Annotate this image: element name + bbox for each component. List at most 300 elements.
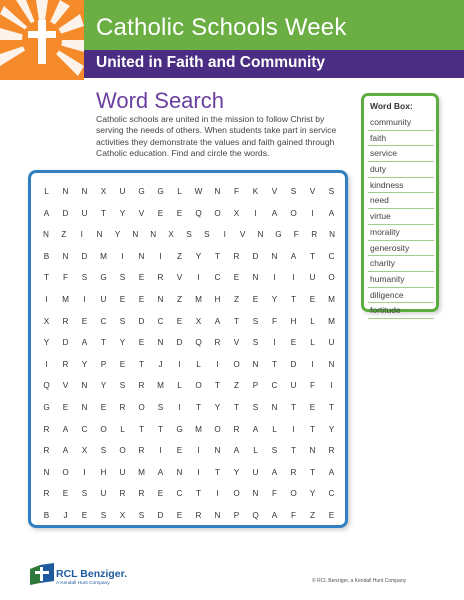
- grid-letter[interactable]: A: [157, 467, 164, 477]
- grid-letter[interactable]: X: [43, 316, 50, 326]
- grid-letter[interactable]: C: [81, 424, 88, 434]
- grid-letter[interactable]: R: [233, 251, 240, 261]
- grid-letter[interactable]: F: [233, 187, 239, 196]
- grid-letter[interactable]: T: [290, 403, 296, 412]
- grid-row: [37, 381, 341, 403]
- grid-letter[interactable]: I: [80, 230, 83, 240]
- word-box: [361, 93, 439, 316]
- grid-letter[interactable]: N: [252, 273, 259, 283]
- grid-letter[interactable]: T: [214, 467, 220, 477]
- grid-letter[interactable]: Y: [119, 338, 126, 348]
- grid-letter[interactable]: G: [100, 273, 107, 283]
- grid-letter[interactable]: N: [176, 467, 183, 477]
- grid-letter[interactable]: B: [43, 251, 50, 261]
- word-item: humanity: [368, 272, 434, 288]
- grid-letter[interactable]: U: [119, 467, 126, 477]
- grid-letter[interactable]: A: [271, 467, 278, 477]
- grid-row: [37, 230, 341, 252]
- grid-letter[interactable]: N: [328, 359, 335, 369]
- grid-letter[interactable]: M: [328, 316, 335, 326]
- grid-letter[interactable]: S: [290, 187, 297, 196]
- grid-row: [37, 273, 341, 295]
- grid-letter[interactable]: I: [292, 273, 295, 283]
- grid-letter[interactable]: Z: [176, 251, 182, 261]
- grid-letter[interactable]: N: [62, 187, 69, 196]
- grid-letter[interactable]: N: [96, 230, 103, 240]
- grid-row: [37, 425, 341, 447]
- grid-letter[interactable]: G: [275, 230, 282, 240]
- word-item: diligence: [368, 288, 434, 304]
- grid-letter[interactable]: O: [290, 208, 297, 218]
- grid-letter[interactable]: R: [195, 511, 202, 520]
- grid-letter[interactable]: S: [119, 316, 126, 326]
- grid-letter[interactable]: U: [100, 295, 107, 304]
- grid-letter[interactable]: L: [310, 316, 315, 326]
- grid-letter[interactable]: N: [309, 446, 316, 456]
- grid-letter[interactable]: Q: [195, 338, 202, 348]
- grid-letter[interactable]: F: [62, 273, 68, 283]
- grid-letter[interactable]: I: [216, 489, 219, 499]
- word-item: faith: [368, 131, 434, 147]
- grid-row: [37, 317, 341, 339]
- grid-letter[interactable]: I: [197, 273, 200, 283]
- grid-letter[interactable]: R: [138, 446, 145, 456]
- grid-letter[interactable]: R: [311, 230, 318, 240]
- grid-letter[interactable]: C: [214, 273, 221, 283]
- grid-letter[interactable]: M: [328, 295, 335, 304]
- grid-letter[interactable]: E: [62, 489, 69, 499]
- grid-letter[interactable]: S: [119, 273, 126, 283]
- footer-copyright: © RCL Benziger, a Kendall Hunt Company: [312, 578, 407, 584]
- grid-letter[interactable]: G: [157, 187, 164, 196]
- grid-letter[interactable]: I: [311, 208, 314, 218]
- grid-letter[interactable]: J: [63, 511, 68, 520]
- grid-letter[interactable]: O: [62, 467, 69, 477]
- grid-letter[interactable]: T: [100, 208, 106, 218]
- grid-letter[interactable]: U: [328, 338, 335, 348]
- grid-letter[interactable]: O: [214, 208, 221, 218]
- grid-letter[interactable]: L: [44, 187, 49, 196]
- grid-letter[interactable]: N: [257, 230, 264, 240]
- grid-letter[interactable]: T: [290, 446, 296, 456]
- grid-letter[interactable]: M: [195, 295, 202, 304]
- grid-letter[interactable]: N: [214, 187, 221, 196]
- grid-letter[interactable]: I: [159, 251, 162, 261]
- header-subtitle: United in Faith and Community: [96, 54, 326, 71]
- grid-letter[interactable]: I: [45, 359, 48, 369]
- grid-letter[interactable]: Y: [214, 403, 221, 412]
- grid-letter[interactable]: A: [43, 208, 50, 218]
- grid-letter[interactable]: J: [158, 359, 163, 369]
- grid-letter[interactable]: S: [81, 489, 88, 499]
- grid-row: [37, 468, 341, 490]
- grid-letter[interactable]: Q: [252, 511, 259, 520]
- worksheet-title: Word Search: [96, 88, 224, 113]
- grid-letter[interactable]: I: [273, 338, 276, 348]
- grid-letter[interactable]: X: [233, 208, 240, 218]
- grid-letter[interactable]: Y: [81, 359, 88, 369]
- worksheet-instructions: Catholic schools are united in the mission to follow Christ by serving the needs of others. When students take part in service activities they demonstrate the values and faith gained through Catholic education. Find and circle the words.: [96, 114, 337, 159]
- grid-letter[interactable]: I: [121, 251, 124, 261]
- grid-letter[interactable]: P: [252, 381, 259, 391]
- grid-letter[interactable]: F: [290, 511, 296, 520]
- grid-letter[interactable]: O: [119, 446, 126, 456]
- footer-tagline: A Kendall Hunt Company: [56, 581, 110, 586]
- grid-letter[interactable]: D: [176, 338, 183, 348]
- grid-letter[interactable]: Z: [233, 295, 239, 304]
- grid-letter[interactable]: Y: [100, 381, 107, 391]
- grid-letter[interactable]: X: [119, 511, 126, 520]
- grid-letter[interactable]: S: [252, 316, 259, 326]
- grid-letter[interactable]: O: [138, 403, 145, 412]
- grid-letter[interactable]: N: [252, 489, 259, 499]
- grid-letter[interactable]: I: [159, 446, 162, 456]
- grid-row: [37, 360, 341, 382]
- grid-letter[interactable]: N: [214, 511, 221, 520]
- grid-letter[interactable]: E: [81, 511, 88, 520]
- grid-letter[interactable]: S: [138, 511, 145, 520]
- grid-letter[interactable]: T: [290, 295, 296, 304]
- grid-letter[interactable]: R: [328, 446, 335, 456]
- header-title: Catholic Schools Week: [96, 14, 347, 41]
- grid-letter[interactable]: I: [254, 208, 257, 218]
- grid-letter[interactable]: M: [138, 467, 145, 477]
- grid-letter[interactable]: E: [62, 403, 69, 412]
- grid-letter[interactable]: N: [43, 467, 50, 477]
- grid-row: [37, 338, 341, 360]
- grid-letter[interactable]: O: [195, 381, 202, 391]
- word-box-title: Word Box:: [370, 101, 413, 111]
- rcl-benziger-logo-icon: [30, 563, 54, 590]
- grid-letter[interactable]: V: [233, 338, 240, 348]
- grid-letter[interactable]: X: [195, 316, 202, 326]
- grid-letter[interactable]: A: [62, 446, 69, 456]
- grid-letter[interactable]: S: [157, 403, 164, 412]
- grid-letter[interactable]: E: [119, 359, 126, 369]
- grid-letter[interactable]: E: [119, 295, 126, 304]
- grid-letter[interactable]: I: [292, 424, 295, 434]
- grid-letter[interactable]: U: [252, 467, 259, 477]
- grid-letter[interactable]: F: [293, 230, 299, 240]
- cross-sunburst-logo: [0, 0, 84, 80]
- grid-row: [37, 511, 341, 533]
- grid-letter[interactable]: D: [157, 511, 164, 520]
- grid-letter[interactable]: D: [62, 338, 69, 348]
- grid-letter[interactable]: N: [138, 251, 145, 261]
- grid-letter[interactable]: X: [81, 446, 88, 456]
- grid-letter[interactable]: Y: [119, 208, 126, 218]
- grid-letter[interactable]: E: [290, 338, 297, 348]
- grid-letter[interactable]: R: [214, 338, 221, 348]
- grid-letter[interactable]: X: [100, 187, 107, 196]
- grid-letter[interactable]: R: [233, 424, 240, 434]
- grid-row: [37, 489, 341, 511]
- grid-letter[interactable]: R: [119, 489, 126, 499]
- grid-letter[interactable]: N: [252, 359, 259, 369]
- grid-letter[interactable]: I: [178, 359, 181, 369]
- grid-letter[interactable]: S: [81, 273, 88, 283]
- grid-letter[interactable]: N: [81, 381, 88, 391]
- grid-letter[interactable]: L: [253, 446, 258, 456]
- grid-letter[interactable]: S: [100, 446, 107, 456]
- grid-letter[interactable]: Z: [61, 230, 67, 240]
- grid-letter[interactable]: C: [176, 489, 183, 499]
- grid-letter[interactable]: S: [119, 381, 126, 391]
- grid-letter[interactable]: I: [197, 446, 200, 456]
- grid-letter[interactable]: N: [62, 251, 69, 261]
- grid-letter[interactable]: D: [138, 316, 145, 326]
- grid-letter[interactable]: U: [100, 489, 107, 499]
- grid-letter[interactable]: I: [83, 295, 86, 304]
- grid-letter[interactable]: O: [214, 424, 221, 434]
- grid-letter[interactable]: G: [138, 187, 145, 196]
- grid-row: [37, 403, 341, 425]
- grid-letter[interactable]: A: [62, 424, 69, 434]
- grid-letter[interactable]: M: [195, 424, 202, 434]
- grid-letter[interactable]: C: [328, 251, 335, 261]
- grid-letter[interactable]: C: [157, 316, 164, 326]
- grid-letter[interactable]: H: [290, 316, 297, 326]
- grid-letter[interactable]: T: [328, 403, 334, 412]
- grid-letter[interactable]: T: [233, 403, 239, 412]
- grid-letter[interactable]: Z: [233, 381, 239, 391]
- grid-letter[interactable]: E: [176, 208, 183, 218]
- grid-letter[interactable]: Q: [195, 208, 202, 218]
- grid-letter[interactable]: R: [43, 489, 50, 499]
- grid-letter[interactable]: V: [309, 187, 316, 196]
- grid-letter[interactable]: L: [177, 381, 182, 391]
- grid-letter[interactable]: D: [290, 359, 297, 369]
- grid-letter[interactable]: A: [214, 316, 221, 326]
- grid-letter[interactable]: P: [100, 359, 107, 369]
- grid-letter[interactable]: S: [186, 230, 192, 240]
- grid-letter[interactable]: T: [214, 381, 220, 391]
- grid-letter[interactable]: L: [120, 424, 125, 434]
- grid-letter[interactable]: R: [138, 489, 145, 499]
- grid-letter[interactable]: D: [252, 251, 259, 261]
- grid-letter[interactable]: R: [157, 273, 164, 283]
- grid-letter[interactable]: S: [204, 230, 210, 240]
- grid-letter[interactable]: E: [309, 403, 316, 412]
- grid-letter[interactable]: T: [271, 359, 277, 369]
- grid-letter[interactable]: N: [214, 446, 221, 456]
- grid-letter[interactable]: Z: [176, 295, 182, 304]
- grid-letter[interactable]: A: [328, 467, 335, 477]
- grid-letter[interactable]: I: [83, 467, 86, 477]
- grid-letter[interactable]: B: [43, 511, 50, 520]
- grid-letter[interactable]: R: [138, 381, 145, 391]
- grid-letter[interactable]: E: [100, 403, 107, 412]
- grid-letter[interactable]: O: [100, 424, 107, 434]
- grid-letter[interactable]: Y: [309, 489, 316, 499]
- grid-letter[interactable]: T: [157, 424, 163, 434]
- grid-letter[interactable]: E: [138, 338, 145, 348]
- grid-row: [37, 295, 341, 317]
- grid-letter[interactable]: M: [157, 381, 164, 391]
- word-item: generosity: [368, 241, 434, 257]
- grid-letter[interactable]: T: [214, 251, 220, 261]
- grid-letter[interactable]: A: [290, 251, 297, 261]
- grid-row: [37, 187, 341, 209]
- grid-letter[interactable]: N: [271, 403, 278, 412]
- grid-letter[interactable]: E: [81, 316, 88, 326]
- grid-letter[interactable]: U: [290, 381, 297, 391]
- grid-letter[interactable]: S: [252, 338, 259, 348]
- grid-letter[interactable]: P: [233, 511, 240, 520]
- grid-letter[interactable]: Y: [43, 338, 50, 348]
- grid-row: [37, 252, 341, 274]
- grid-letter[interactable]: Q: [43, 381, 50, 391]
- grid-letter[interactable]: N: [132, 230, 139, 240]
- grid-letter[interactable]: V: [138, 208, 145, 218]
- grid-letter[interactable]: S: [271, 446, 278, 456]
- grid-letter[interactable]: N: [329, 230, 335, 240]
- grid-letter[interactable]: E: [252, 295, 259, 304]
- grid-letter[interactable]: I: [197, 467, 200, 477]
- grid-letter[interactable]: T: [195, 489, 201, 499]
- grid-letter[interactable]: S: [328, 187, 335, 196]
- grid-letter[interactable]: E: [157, 208, 164, 218]
- grid-letter[interactable]: X: [168, 230, 174, 240]
- grid-letter[interactable]: E: [328, 511, 335, 520]
- grid-letter[interactable]: E: [138, 295, 145, 304]
- grid-letter[interactable]: R: [43, 424, 50, 434]
- grid-letter[interactable]: I: [330, 381, 333, 391]
- grid-letter[interactable]: D: [62, 208, 69, 218]
- word-item: fortitude: [368, 303, 434, 319]
- grid-letter[interactable]: F: [271, 316, 277, 326]
- grid-letter[interactable]: A: [271, 511, 278, 520]
- grid-letter[interactable]: H: [100, 467, 107, 477]
- word-item: service: [368, 146, 434, 162]
- word-item: duty: [368, 162, 434, 178]
- grid-letter[interactable]: T: [309, 424, 315, 434]
- word-item: morality: [368, 225, 434, 241]
- grid-letter[interactable]: N: [81, 187, 88, 196]
- grid-letter[interactable]: O: [290, 489, 297, 499]
- grid-letter[interactable]: D: [81, 251, 88, 261]
- grid-letter[interactable]: R: [62, 316, 69, 326]
- grid-letter[interactable]: V: [271, 187, 278, 196]
- grid-letter[interactable]: S: [252, 403, 259, 412]
- grid-letter[interactable]: Y: [233, 467, 240, 477]
- grid-letter[interactable]: Z: [309, 511, 315, 520]
- grid-letter[interactable]: O: [233, 489, 240, 499]
- grid-letter[interactable]: C: [271, 381, 278, 391]
- grid-letter[interactable]: Y: [114, 230, 121, 240]
- grid-letter[interactable]: C: [328, 489, 335, 499]
- grid-letter[interactable]: W: [194, 187, 203, 196]
- grid-letter[interactable]: I: [223, 230, 226, 240]
- grid-letter[interactable]: A: [252, 424, 259, 434]
- grid-letter[interactable]: N: [271, 251, 278, 261]
- word-item: need: [368, 193, 434, 209]
- grid-letter[interactable]: R: [43, 446, 50, 456]
- grid-letter[interactable]: O: [233, 359, 240, 369]
- grid-letter[interactable]: U: [81, 208, 88, 218]
- grid-row: [37, 209, 341, 231]
- grid-letter[interactable]: E: [176, 316, 183, 326]
- grid-letter[interactable]: T: [309, 467, 315, 477]
- word-list: [368, 115, 434, 319]
- grid-row: [37, 446, 341, 468]
- grid-letter[interactable]: O: [328, 273, 335, 283]
- grid-letter[interactable]: N: [150, 230, 157, 240]
- grid-letter[interactable]: T: [138, 424, 144, 434]
- grid-letter[interactable]: I: [216, 359, 219, 369]
- grid-letter[interactable]: A: [233, 446, 240, 456]
- grid-letter[interactable]: E: [176, 511, 183, 520]
- grid-letter[interactable]: C: [100, 316, 107, 326]
- grid-letter[interactable]: A: [81, 338, 88, 348]
- grid-letter[interactable]: R: [290, 467, 297, 477]
- grid-letter[interactable]: H: [214, 295, 221, 304]
- grid-letter[interactable]: I: [273, 273, 276, 283]
- grid-letter[interactable]: T: [233, 316, 239, 326]
- grid-letter[interactable]: N: [157, 338, 164, 348]
- grid-letter[interactable]: V: [62, 381, 69, 391]
- grid-letter[interactable]: L: [196, 359, 201, 369]
- grid-letter[interactable]: K: [252, 187, 259, 196]
- grid-letter[interactable]: G: [43, 403, 50, 412]
- grid-letter[interactable]: L: [272, 424, 277, 434]
- grid-letter[interactable]: R: [119, 403, 126, 412]
- grid-letter[interactable]: S: [100, 511, 107, 520]
- cross-icon: [0, 0, 84, 80]
- grid-letter[interactable]: Y: [195, 251, 202, 261]
- grid-letter[interactable]: E: [233, 273, 240, 283]
- grid-letter[interactable]: E: [157, 489, 164, 499]
- grid-letter[interactable]: A: [271, 208, 278, 218]
- grid-letter[interactable]: T: [138, 359, 144, 369]
- grid-letter[interactable]: N: [42, 230, 49, 240]
- grid-letter[interactable]: R: [62, 359, 69, 369]
- grid-letter[interactable]: V: [176, 273, 183, 283]
- grid-letter[interactable]: E: [138, 273, 145, 283]
- grid-letter[interactable]: I: [311, 359, 314, 369]
- grid-letter[interactable]: L: [177, 187, 182, 196]
- word-item: charity: [368, 256, 434, 272]
- word-search-grid: [28, 170, 348, 528]
- grid-letter[interactable]: N: [81, 403, 88, 412]
- grid-letter[interactable]: E: [309, 295, 316, 304]
- grid-letter[interactable]: A: [328, 208, 335, 218]
- grid-letter[interactable]: N: [157, 295, 164, 304]
- grid-letter[interactable]: L: [310, 338, 315, 348]
- grid-letter[interactable]: F: [271, 489, 277, 499]
- grid-letter[interactable]: Y: [328, 424, 335, 434]
- word-item: community: [368, 115, 434, 131]
- grid-letter[interactable]: F: [309, 381, 315, 391]
- grid-letter[interactable]: T: [43, 273, 49, 283]
- grid-letter[interactable]: U: [309, 273, 316, 283]
- footer-brand: RCL Benziger.: [56, 568, 127, 580]
- grid-letter[interactable]: G: [176, 424, 183, 434]
- grid-letter[interactable]: E: [176, 446, 183, 456]
- grid-letter[interactable]: T: [309, 251, 315, 261]
- grid-letter[interactable]: T: [195, 403, 201, 412]
- grid-letter[interactable]: M: [62, 295, 69, 304]
- grid-letter[interactable]: U: [119, 187, 126, 196]
- grid-letter[interactable]: I: [45, 295, 48, 304]
- grid-letter[interactable]: T: [100, 338, 106, 348]
- grid-letter[interactable]: M: [100, 251, 107, 261]
- grid-letter[interactable]: Y: [271, 295, 278, 304]
- word-item: kindness: [368, 178, 434, 194]
- word-item: virtue: [368, 209, 434, 225]
- grid-letter[interactable]: I: [178, 403, 181, 412]
- grid-letter[interactable]: V: [239, 230, 246, 240]
